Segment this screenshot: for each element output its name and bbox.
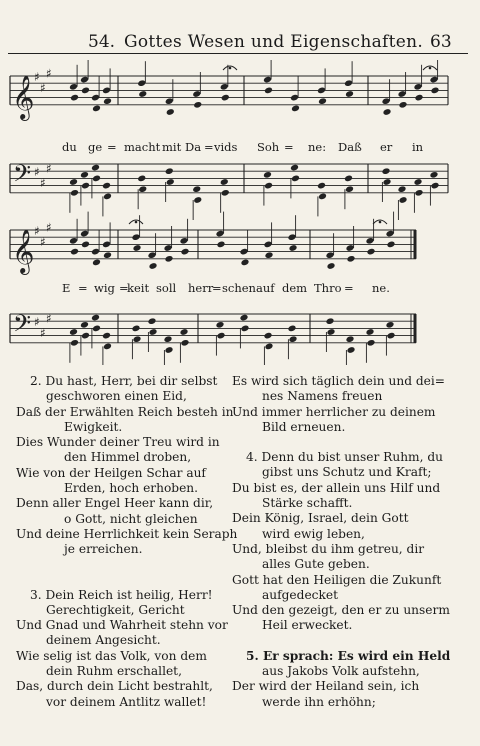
lyric-syllable: dem [282, 281, 308, 295]
note-head [347, 255, 356, 263]
note-head [291, 175, 300, 183]
note-head [137, 79, 146, 87]
lyric-syllable: ge [88, 140, 103, 154]
verse-line: werde ihn erhöhn; [262, 694, 376, 709]
note-head [240, 314, 249, 322]
lyric-syllable: er [380, 140, 393, 154]
note-head [80, 76, 89, 84]
note-head [344, 79, 353, 87]
note-head [192, 90, 201, 98]
lyric-syllable: soll [156, 281, 177, 295]
note-head [288, 325, 297, 333]
note-head [91, 94, 100, 102]
note-head [166, 178, 175, 186]
lyric-syllable: mit [162, 140, 182, 154]
sharp-sign-icon: ♯ [34, 224, 40, 238]
note-head [264, 182, 273, 190]
verse-line: gibst uns Schutz und Kraft; [262, 465, 432, 480]
lyric-syllable: schen [222, 281, 256, 295]
note-head [138, 90, 147, 98]
note-head [383, 108, 392, 116]
sharp-sign-icon: ♯ [40, 176, 46, 190]
hymn-title: Gottes Wesen und Eigenschaften. [124, 32, 424, 52]
note-head [103, 193, 112, 201]
note-head [382, 167, 391, 175]
note-head [431, 182, 440, 190]
verse-line: Wie selig ist das Volk, von dem [16, 648, 207, 663]
note-head [181, 248, 190, 256]
note-head [367, 339, 376, 347]
note-head [165, 97, 174, 105]
note-head [165, 167, 174, 175]
note-head [164, 244, 173, 252]
note-head [221, 94, 230, 102]
note-head [289, 335, 298, 343]
note-head [399, 196, 408, 204]
verse-line: o Gott, nicht gleichen [64, 511, 198, 526]
verse-line: Denn aller Engel Heer kann dir, [16, 496, 214, 511]
note-head [92, 105, 101, 113]
note-head [92, 325, 101, 333]
verse-line: den Himmel droben, [64, 450, 192, 465]
note-head [103, 251, 112, 259]
note-head [345, 90, 354, 98]
note-head [386, 321, 395, 329]
running-header [0, 30, 480, 54]
verse-line: 2. Du hast, Herr, bei dir selbst [30, 374, 218, 388]
lyric-syllable: Thro [314, 281, 342, 295]
note-head [80, 230, 89, 238]
note-head [221, 189, 230, 197]
note-head [69, 237, 78, 245]
note-head [133, 244, 142, 252]
note-head [327, 328, 336, 336]
verse-line: Der wird der Heiland sein, ich [232, 679, 420, 694]
verse-line: vor deinem Antlitz wallet! [46, 694, 207, 709]
sharp-sign-icon: ♯ [46, 66, 52, 81]
verse-line: Erden, hoch erhoben. [64, 481, 199, 496]
note-head [367, 248, 376, 256]
note-head [91, 314, 100, 322]
lyric-syllable: du [62, 140, 77, 154]
lyric-syllable: macht [124, 140, 161, 154]
lyric-hyphen: = [344, 281, 354, 295]
lyric-syllable: E [62, 281, 71, 295]
bass-clef-icon: 𝄢 [13, 159, 32, 193]
lyric-syllable: in [412, 140, 424, 154]
verse-line: Heil erwecket. [262, 618, 353, 633]
note-head [70, 339, 79, 347]
lyric-syllable: Da [185, 140, 202, 154]
verse-line: geschworen einen Eid, [46, 389, 187, 404]
note-head [318, 97, 327, 105]
header-rule [8, 53, 468, 54]
verses-left-column [16, 374, 238, 710]
note-head [138, 185, 147, 193]
verse-line: Und den gezeigt, den er zu unserm [232, 603, 450, 618]
lyric-hyphen: = [78, 281, 88, 295]
sharp-sign-icon: ♯ [46, 161, 52, 176]
note-head [148, 317, 157, 325]
note-head [318, 193, 327, 201]
note-head [430, 171, 439, 179]
note-head [102, 241, 111, 249]
note-head [103, 97, 112, 105]
note-head [81, 87, 90, 95]
fermata-dot [429, 67, 432, 70]
note-head [193, 101, 202, 109]
fermata-dot [135, 221, 138, 224]
lyric-hyphen: = [284, 140, 294, 154]
verse-line: 3. Dein Reich ist heilig, Herr! [30, 587, 213, 602]
note-head [102, 332, 111, 340]
lyric-syllable: Soh [257, 140, 280, 154]
note-head [326, 317, 335, 325]
note-head [133, 335, 142, 343]
music-score [0, 60, 480, 365]
verse-line: Du bist es, der allein uns Hilf und [232, 480, 441, 495]
note-head [263, 171, 272, 179]
note-head [132, 233, 141, 241]
note-head [430, 76, 439, 84]
note-head [69, 178, 78, 186]
treble-clef-icon: 𝄞 [12, 228, 35, 273]
sharp-sign-icon: ♯ [34, 70, 40, 84]
note-head [164, 335, 173, 343]
note-head [264, 241, 273, 249]
note-head [344, 175, 353, 183]
sharp-sign-icon: ♯ [34, 165, 40, 180]
lyric-syllable: auf [256, 281, 275, 295]
sharp-sign-icon: ♯ [40, 80, 46, 95]
verses-right-column [232, 374, 452, 710]
note-head [148, 251, 157, 259]
verse-line: alles Gute geben. [262, 557, 370, 572]
note-head [398, 185, 407, 193]
fermata-dot [229, 67, 232, 70]
note-head [81, 182, 90, 190]
note-head [165, 255, 174, 263]
verse-line: Gerechtigkeit, Gericht [46, 602, 185, 617]
note-head [431, 87, 440, 95]
note-head [386, 230, 395, 238]
note-head [414, 178, 423, 186]
lyric-hyphen: = [204, 140, 214, 154]
note-head [366, 328, 375, 336]
verse-line: Ewigkeit. [64, 419, 123, 434]
note-head [91, 248, 100, 256]
verse-line: aus Jakobs Volk aufstehn, [262, 664, 420, 679]
sharp-sign-icon: ♯ [40, 326, 46, 340]
note-head [398, 90, 407, 98]
lyric-syllable: ne: [308, 140, 327, 154]
note-head [327, 262, 336, 270]
note-head [80, 321, 89, 329]
verse-line: Gott hat den Heiligen die Zukunft [232, 572, 442, 587]
fermata-dot [379, 221, 382, 224]
note-head [291, 105, 300, 113]
verse-line: Dein König, Israel, dein Gott [232, 511, 409, 526]
note-head [345, 185, 354, 193]
lyric-syllable: herr [188, 281, 214, 295]
verse-line: Es wird sich täglich dein und dei= [232, 374, 446, 388]
note-head [240, 248, 249, 256]
verse-line: wird ewig leben, [262, 526, 365, 541]
note-head [290, 164, 299, 172]
note-head [165, 346, 174, 354]
note-head [366, 237, 375, 245]
verse-line: Dies Wunder deiner Treu wird in [16, 435, 220, 450]
note-head [216, 321, 225, 329]
verse-line: Daß der Erwählten Reich besteh in [16, 404, 234, 419]
verse-line: Und immer herrlicher zu deinem [232, 404, 436, 419]
note-head [216, 230, 225, 238]
note-head [149, 328, 158, 336]
note-head [137, 175, 146, 183]
verse-line: deinem Angesicht. [46, 633, 161, 648]
note-head [217, 241, 226, 249]
note-head [289, 244, 298, 252]
lyric-syllable: wig [94, 281, 115, 295]
note-head [264, 332, 273, 340]
note-head [70, 189, 79, 197]
note-head [220, 178, 229, 186]
note-head [414, 83, 423, 91]
note-head [92, 175, 101, 183]
verse-line: Bild erneuen. [262, 419, 346, 434]
note-head [132, 325, 141, 333]
sharp-sign-icon: ♯ [40, 234, 46, 249]
verse-line: dein Ruhm erschallet, [46, 664, 182, 679]
verse-line: Und Gnad und Wahrheit stehn vor [16, 618, 228, 633]
note-head [102, 87, 111, 95]
verse-line: Und, bleibst du ihm getreu, dir [232, 541, 425, 556]
sharp-sign-icon: ♯ [46, 311, 52, 326]
lyric-hyphen: = [107, 140, 117, 154]
note-head [382, 97, 391, 105]
note-head [81, 332, 90, 340]
verse-line: 4. Denn du bist unser Ruhm, du [246, 450, 444, 465]
note-head [290, 94, 299, 102]
lyric-syllable: vids [214, 140, 238, 154]
note-head [263, 76, 272, 84]
note-head [387, 241, 396, 249]
treble-clef-icon: 𝄞 [12, 74, 35, 119]
note-head [102, 182, 111, 190]
note-head [69, 83, 78, 91]
note-head [399, 101, 408, 109]
note-head [347, 346, 356, 354]
note-head [241, 325, 250, 333]
lyric-hyphen: = [119, 281, 129, 295]
note-head [192, 185, 201, 193]
note-head [326, 251, 335, 259]
note-head [180, 328, 189, 336]
note-head [91, 164, 100, 172]
note-head [166, 108, 175, 116]
verse-line: 5. Er sprach: Es wird ein Held [246, 648, 451, 663]
note-head [149, 262, 158, 270]
verse-line: nes Namens freuen [262, 389, 383, 404]
note-head [80, 171, 89, 179]
note-head [92, 259, 101, 267]
verse-line: Und deine Herrlichkeit kein Seraph [16, 526, 238, 541]
page-number: 63 [430, 32, 452, 52]
note-head [415, 94, 424, 102]
bass-clef-icon: 𝄢 [13, 309, 32, 343]
note-head [180, 237, 189, 245]
lyric-hyphen: = [212, 281, 222, 295]
note-head [317, 182, 326, 190]
note-head [288, 233, 297, 241]
note-head [220, 83, 229, 91]
note-head [387, 332, 396, 340]
lyric-syllable: keit [127, 281, 150, 295]
verse-line: Wie von der Heilgen Schar auf [16, 465, 206, 480]
note-head [415, 189, 424, 197]
sharp-sign-icon: ♯ [34, 315, 40, 330]
verse-line: je erreichen. [64, 542, 143, 557]
note-head [70, 248, 79, 256]
verse-line: aufgedecket [262, 587, 338, 602]
note-head [346, 335, 355, 343]
note-head [103, 343, 112, 351]
note-head [346, 244, 355, 252]
note-head [69, 328, 78, 336]
note-head [383, 178, 392, 186]
hymn-number: 54. [88, 32, 116, 52]
note-head [181, 339, 190, 347]
note-head [81, 241, 90, 249]
note-head [265, 251, 274, 259]
verse-line: Stärke schafft. [262, 496, 353, 511]
note-head [317, 87, 326, 95]
note-head [265, 343, 274, 351]
note-head [217, 332, 226, 340]
note-head [193, 196, 202, 204]
score-svg [0, 60, 480, 365]
note-head [264, 87, 273, 95]
sharp-sign-icon: ♯ [46, 220, 52, 235]
verse-line: Das, durch dein Licht bestrahlt, [16, 679, 213, 694]
note-head [241, 259, 250, 267]
lyric-syllable: Daß [338, 140, 362, 154]
note-head [70, 94, 79, 102]
lyric-syllable: ne. [372, 281, 390, 295]
